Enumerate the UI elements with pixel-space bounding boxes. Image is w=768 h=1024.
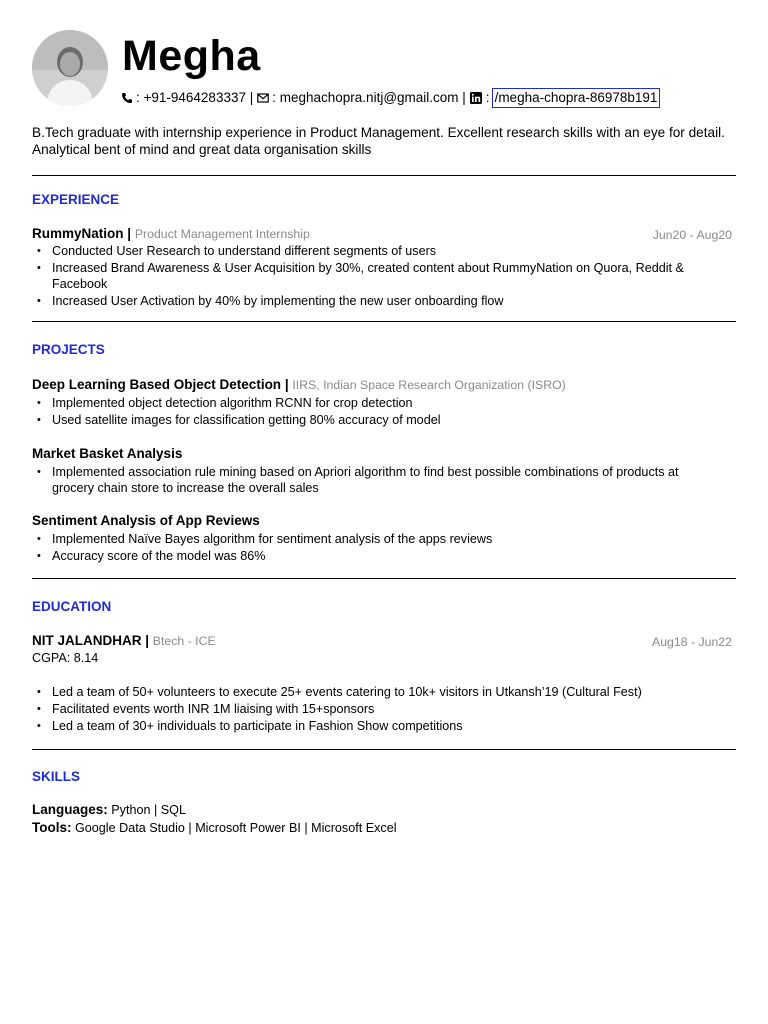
- linkedin-icon: [470, 92, 482, 104]
- degree: Btech - ICE: [152, 634, 216, 648]
- email-address: : meghachopra.nitj@gmail.com |: [272, 90, 466, 105]
- linkedin-prefix: :: [485, 90, 490, 105]
- project-header: Deep Learning Based Object Detection | IIRS, Indian Space Research Organization (ISRO): [32, 377, 566, 392]
- list-item: • Increased Brand Awareness & User Acquisition by 30%, created content about RummyNation on Quora, Reddit & Facebook: [32, 260, 722, 292]
- education-entry-header: NIT JALANDHAR | Btech - ICE: [32, 633, 216, 648]
- skills-tools-row: [32, 820, 397, 835]
- project-bullet-list: [32, 464, 722, 497]
- project-header: [32, 446, 182, 461]
- section-title-skills: SKILLS: [32, 769, 81, 784]
- divider: [32, 749, 736, 750]
- list-item: • Facilitated events worth INR 1M liaising with 15+sponsors: [32, 701, 722, 717]
- list-item: • Implemented association rule mining based on Apriori algorithm to find best possible combinations of products at grocery chain store to increase the overall sales: [32, 464, 722, 496]
- divider: [32, 321, 736, 322]
- profile-photo: [32, 30, 108, 106]
- divider: [32, 175, 736, 176]
- tools-label: Tools:: [32, 820, 72, 835]
- summary-text: B.Tech graduate with internship experience in Product Management. Excellent research skills with an eye for detail. Analytical bent of mind and great data organisation skills: [32, 125, 725, 157]
- section-title-education: EDUCATION: [32, 599, 112, 614]
- languages-value: Python | SQL: [111, 803, 186, 817]
- contact-line: [121, 88, 660, 108]
- project-name: Market Basket Analysis: [32, 446, 183, 461]
- list-item: • Implemented object detection algorithm RCNN for crop detection: [32, 395, 722, 411]
- list-item: • Conducted User Research to understand different segments of users: [32, 243, 722, 259]
- phone-number: : +91-9464283337 |: [136, 90, 254, 105]
- list-item: • Accuracy score of the model was 86%: [32, 548, 722, 564]
- role-title: Product Management Internship: [134, 227, 310, 241]
- education-dates: Aug18 - Jun22: [652, 635, 732, 649]
- list-item: • Used satellite images for classification getting 80% accuracy of model: [32, 412, 722, 428]
- list-item: • Implemented Naïve Bayes algorithm for sentiment analysis of the apps reviews: [32, 531, 722, 547]
- skills-languages-row: [32, 802, 186, 817]
- school-name: NIT JALANDHAR: [32, 633, 142, 648]
- project-name: Sentiment Analysis of App Reviews: [32, 513, 260, 528]
- project-header: [32, 513, 260, 528]
- project-name: Deep Learning Based Object Detection: [32, 377, 282, 392]
- linkedin-link[interactable]: /megha-chopra-86978b191: [492, 88, 661, 108]
- list-item: • Led a team of 30+ individuals to participate in Fashion Show competitions: [32, 718, 722, 734]
- mail-icon: [257, 92, 269, 104]
- project-bullet-list: [32, 395, 722, 429]
- tools-value: Google Data Studio | Microsoft Power BI | Microsoft Excel: [75, 821, 397, 835]
- list-item: • Led a team of 50+ volunteers to execute 25+ events catering to 10k+ visitors in Utkansh’19 (Cultural Fest): [32, 684, 722, 700]
- project-bullet-list: [32, 531, 722, 565]
- section-title-experience: EXPERIENCE: [32, 192, 120, 207]
- education-bullet-list: [32, 684, 722, 735]
- project-org: IIRS, Indian Space Research Organization (ISRO): [292, 378, 566, 392]
- phone-icon: [121, 92, 133, 104]
- experience-entry-header: RummyNation | Product Management Internship: [32, 226, 310, 241]
- section-title-projects: PROJECTS: [32, 342, 105, 357]
- cgpa: CGPA: 8.14: [32, 651, 99, 665]
- experience-bullet-list: [32, 243, 722, 310]
- experience-dates: Jun20 - Aug20: [652, 228, 732, 242]
- list-item: • Increased User Activation by 40% by implementing the new user onboarding flow: [32, 293, 722, 309]
- company-name: RummyNation: [32, 226, 124, 241]
- languages-label: Languages:: [32, 802, 108, 817]
- candidate-name: Megha: [122, 32, 261, 80]
- divider: [32, 578, 736, 579]
